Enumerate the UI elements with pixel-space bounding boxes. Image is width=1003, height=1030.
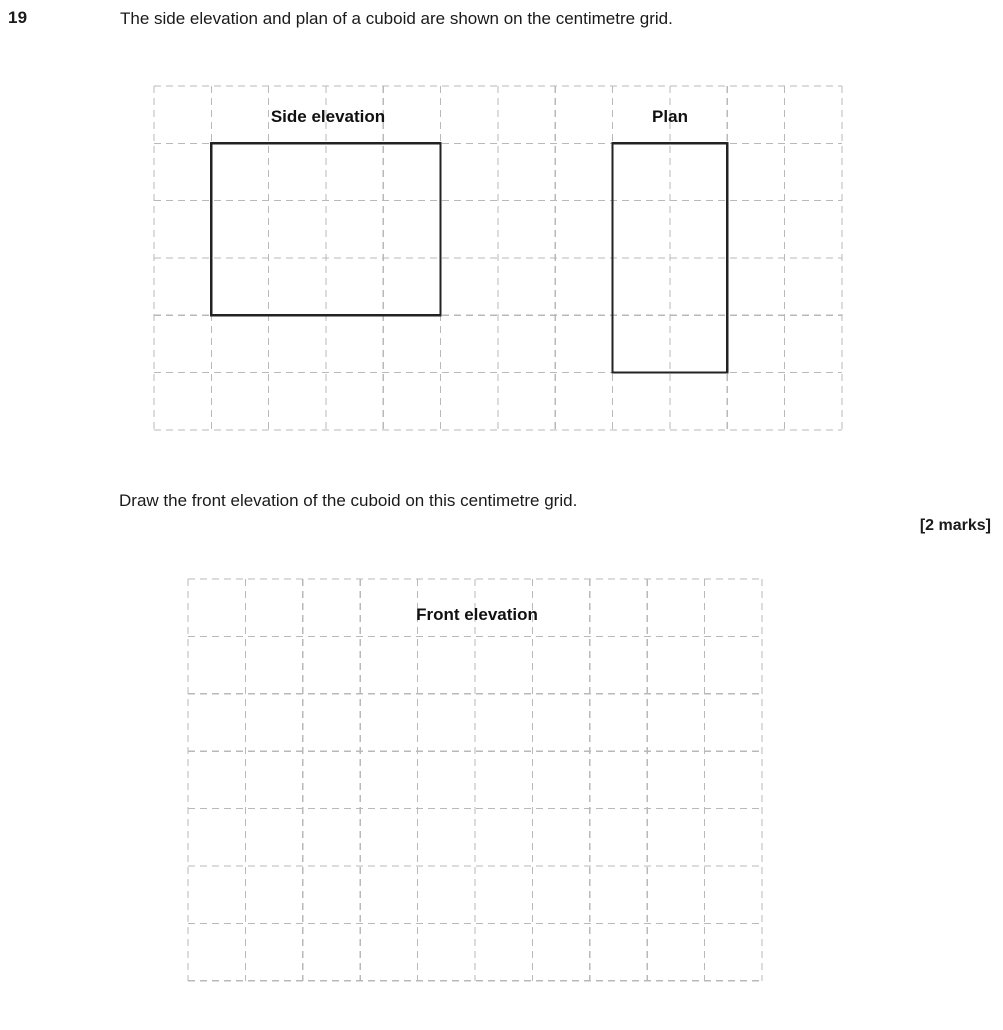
side-elevation-label: Side elevation bbox=[270, 107, 386, 126]
side-elevation-rectangle bbox=[211, 143, 440, 315]
question-number: 19 bbox=[8, 8, 28, 27]
question-instruction: Draw the front elevation of the cuboid on this centimetre grid. bbox=[119, 491, 578, 510]
front-elevation-label: Front elevation bbox=[416, 605, 538, 624]
question-stem: The side elevation and plan of a cuboid are shown on the centimetre grid. bbox=[120, 9, 673, 28]
upper-grid-canvas bbox=[154, 86, 842, 430]
upper-centimetre-grid bbox=[154, 86, 842, 430]
lower-grid-canvas[interactable] bbox=[188, 579, 762, 981]
lower-answer-centimetre-grid[interactable] bbox=[188, 579, 762, 985]
marks-allocation: [2 marks] bbox=[919, 517, 991, 534]
plan-label: Plan bbox=[652, 107, 688, 126]
